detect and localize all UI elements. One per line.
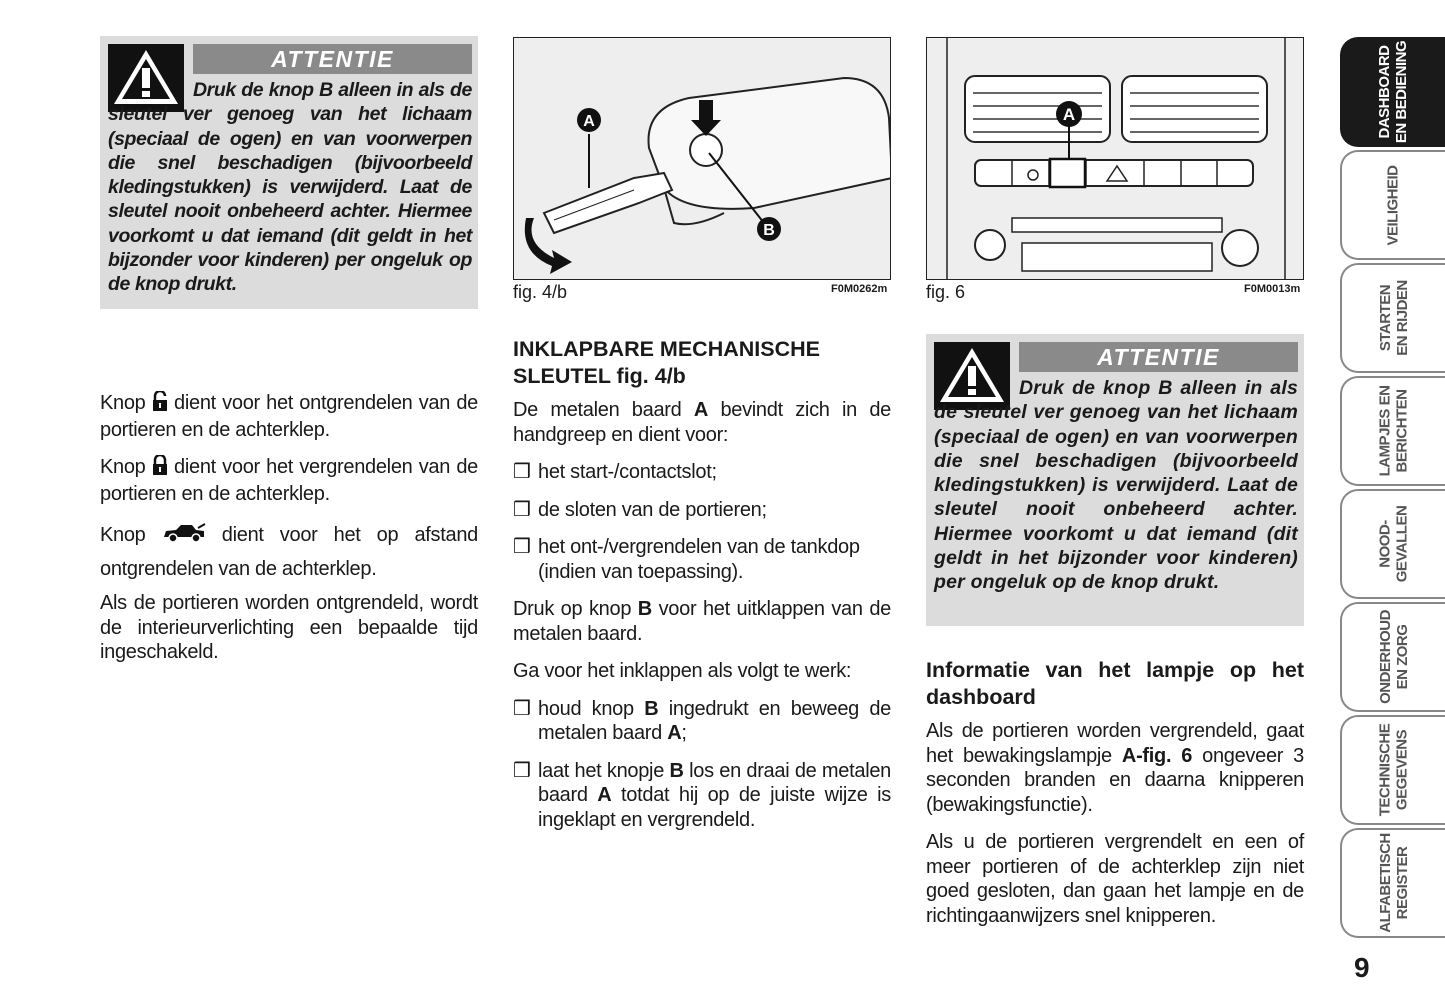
bullet-item: ❒ laat het knopje B los en draai de metalen baard A totdat hij op de juiste wijze is ingeklapt en vergrendeld. <box>513 759 891 831</box>
figure-code: F0M0013m <box>1244 283 1301 295</box>
tab-register[interactable] <box>1340 828 1445 938</box>
tab-starten[interactable] <box>1340 263 1445 373</box>
car-trunk-icon <box>162 521 206 553</box>
column-1 <box>100 391 478 678</box>
dashboard-illustration <box>927 38 1304 280</box>
column-3 <box>926 657 1304 941</box>
paragraph: Knop dient voor het vergrendelen van de portieren en de achterklep. <box>100 456 478 505</box>
tab-onderhoud[interactable] <box>1340 602 1445 712</box>
page-number: 9 <box>1354 952 1370 983</box>
column-2 <box>513 336 891 845</box>
paragraph: Als u de portieren vergrendelt en een of meer portieren of de achterklep zijn niet goed gesloten, dan gaan het lampje en de richtingaanwijzers snel knipperen. <box>926 831 1304 927</box>
section-heading: Informatie van het lampje op het dashboard <box>926 658 1304 709</box>
figure-caption: fig. 6 <box>926 282 966 302</box>
paragraph: De metalen baard A bevindt zich in de handgreep en dient voor: <box>513 399 891 446</box>
tab-label: LAMPJES EN BERICHTEN <box>1376 385 1411 477</box>
figure-key <box>513 37 891 280</box>
paragraph: Als de portieren worden ontgrendeld, wordt de interieurverlichting een bepaalde tijd ingeschakeld. <box>100 592 478 663</box>
bullet-item: ❒ het start-/contactslot; <box>513 461 717 483</box>
lock-icon <box>152 455 168 482</box>
warning-title: ATTENTIE <box>193 44 472 74</box>
tab-label: VEILIGHEID <box>1384 164 1402 246</box>
tab-veiligheid[interactable] <box>1340 150 1445 260</box>
paragraph: Druk op knop B voor het uitklappen van de metalen baard. <box>513 598 891 645</box>
figure-code: F0M0262m <box>831 283 888 295</box>
paragraph: Als de portieren worden vergrendeld, gaat het bewakingslampje A-fig. 6 ongeveer 3 seconden branden en daarna knipperen (bewakingsfunctie). <box>926 720 1305 816</box>
section-heading: INKLAPBARE MECHANISCHE SLEUTEL fig. 4/b <box>513 337 820 388</box>
tab-dashboard[interactable] <box>1340 37 1445 147</box>
tab-label: TECHNISCHE GEGEVENS <box>1376 723 1411 817</box>
bullet-item: ❒ de sloten van de portieren; <box>513 498 767 521</box>
figure-caption: fig. 4/b <box>513 282 568 302</box>
warning-box <box>100 36 478 309</box>
label-a: A <box>583 113 595 130</box>
tab-label: DASHBOARD EN BEDIENING <box>1376 40 1411 144</box>
warning-text: Druk de knop B alleen in als de sleutel ver genoeg van het lichaam (speciaal de ogen) en van voorwerpen die snel beschadigen (bijvoorbeeld kledingstukken) is verwijderd. Laat de sleutel nooit onbeheerd achter. Hiermee voorkomt u dat iemand (dit geldt in het bijzonder voor kinderen) per ongeluk op de knop drukt. <box>108 79 472 296</box>
tab-lampjes[interactable] <box>1340 376 1445 486</box>
tab-noodgevallen[interactable] <box>1340 489 1445 599</box>
paragraph: Knop dient voor het ontgrendelen van de portieren en de achterklep. <box>100 392 478 441</box>
tab-label: NOOD- GEVALLEN <box>1376 505 1411 583</box>
tab-label: STARTEN EN RIJDEN <box>1376 280 1411 356</box>
warning-title: ATTENTIE <box>1019 342 1298 372</box>
label-a: A <box>1062 105 1076 124</box>
unlock-icon <box>152 391 168 418</box>
tab-label: ALFABETISCH REGISTER <box>1376 833 1411 933</box>
paragraph: Ga voor het inklappen als volgt te werk: <box>513 660 852 682</box>
tab-technische[interactable] <box>1340 715 1445 825</box>
tab-label: ONDERHOUD EN ZORG <box>1376 610 1411 704</box>
paragraph: Knop dient voor het op afstand ontgrendelen van de achterklep. <box>100 519 478 585</box>
bullet-item: ❒ houd knop B ingedrukt en beweeg de metalen baard A; <box>513 697 891 744</box>
warning-text: Druk de knop B alleen in als de sleutel ver genoeg van het lichaam (speciaal de ogen) en van voorwerpen die snel beschadigen (bijvoorbeeld kledingstukken) is verwijderd. Laat de sleutel nooit onbeheerd achter. Hiermee voorkomt u dat iemand (dit geldt in het bijzonder voor kinderen) per ongeluk op de knop drukt. <box>934 377 1298 594</box>
label-b: B <box>763 222 775 239</box>
figure-dashboard <box>926 37 1304 280</box>
bullet-item: ❒ het ont-/vergrendelen van de tankdop (indien van toepassing). <box>513 536 860 583</box>
key-illustration <box>514 38 891 280</box>
warning-box <box>926 334 1304 626</box>
